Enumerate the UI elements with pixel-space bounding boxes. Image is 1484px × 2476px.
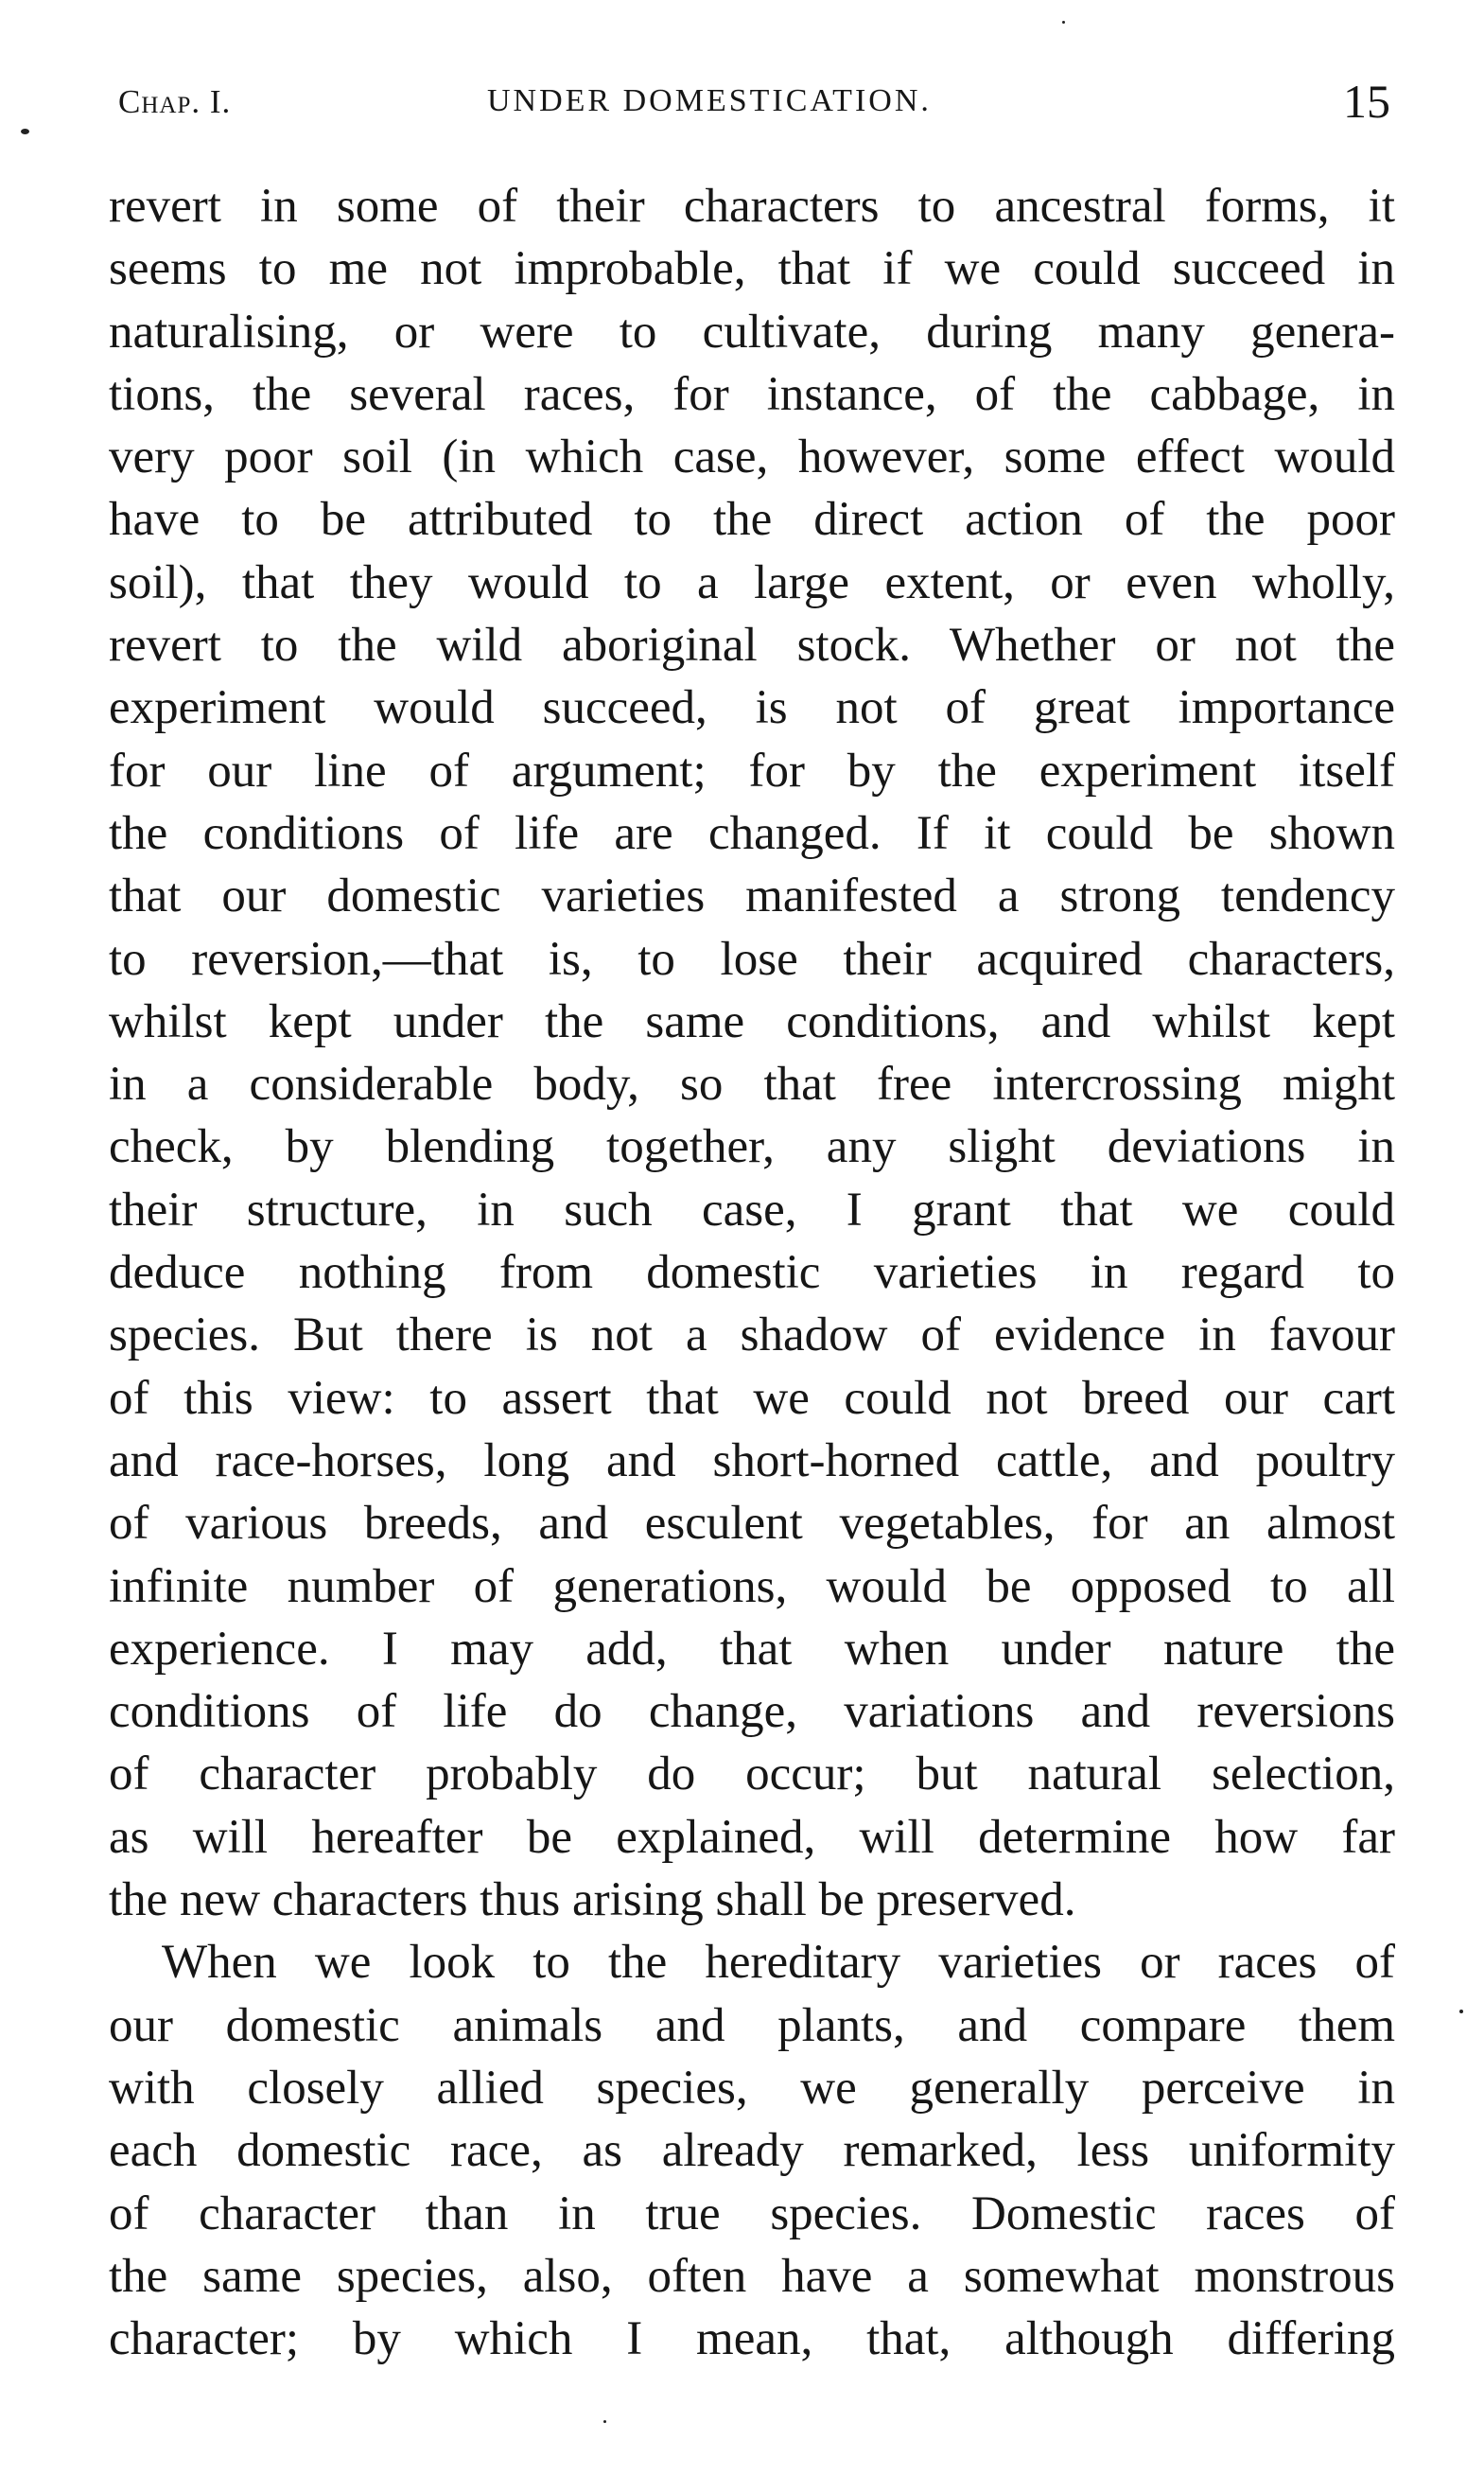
text-line: of character probably do occur; but natural selection,	[109, 1747, 1395, 1801]
text-line: deduce nothing from domestic varieties in regard to	[109, 1246, 1395, 1300]
text-line: very poor soil (in which case, however, some effect would	[109, 430, 1395, 484]
text-line: of various breeds, and esculent vegetables, for an almost	[109, 1497, 1395, 1551]
paragraph-first-line: When we look to the hereditary varieties or races of	[162, 1936, 1395, 1990]
text-line: check, by blending together, any slight deviations in	[109, 1120, 1395, 1174]
text-line: seems to me not improbable, that if we could succeed in	[109, 242, 1395, 296]
text-line: as will hereafter be explained, will determine how far	[109, 1810, 1395, 1864]
text-line: in a considerable body, so that free intercrossing might	[109, 1058, 1395, 1112]
text-line: that our domestic varieties manifested a strong tendency	[109, 869, 1395, 923]
text-line: the new characters thus arising shall be preserved.	[109, 1873, 1076, 1927]
text-line: revert to the wild aboriginal stock. Whether or not the	[109, 619, 1395, 673]
ink-speck	[21, 129, 29, 134]
chapter-label: Chap. I.	[118, 83, 232, 120]
text-line: whilst kept under the same conditions, and whilst kept	[109, 994, 1395, 1048]
text-line: have to be attributed to the direct action of the poor	[109, 493, 1395, 547]
text-line: and race-horses, long and short-horned cattle, and poultry	[109, 1433, 1395, 1487]
running-title: UNDER DOMESTICATION.	[487, 83, 932, 118]
text-line: tions, the several races, for instance, of the cabbage, in	[109, 367, 1395, 421]
text-line: species. But there is not a shadow of evidence in favour	[109, 1308, 1395, 1362]
text-line: experiment would succeed, is not of great importance	[109, 681, 1395, 735]
text-line: infinite number of generations, would be opposed to all	[109, 1559, 1395, 1613]
ink-speck	[1459, 2010, 1463, 2013]
text-line: to reversion,—that is, to lose their acquired characters,	[109, 932, 1395, 986]
text-line: naturalising, or were to cultivate, during many genera-	[109, 305, 1395, 359]
text-line: with closely allied species, we generally perceive in	[109, 2061, 1395, 2115]
text-line: conditions of life do change, variations and reversions	[109, 1685, 1395, 1739]
ink-speck	[603, 2420, 606, 2423]
body-text	[109, 175, 1395, 2370]
text-line: experience. I may add, that when under nature the	[109, 1622, 1395, 1676]
text-line: the conditions of life are changed. If it could be shown	[109, 806, 1395, 860]
text-line: character; by which I mean, that, although differing	[109, 2312, 1395, 2366]
text-line: soil), that they would to a large extent, or even wholly,	[109, 555, 1395, 609]
text-line: of character than in true species. Domestic races of	[109, 2186, 1395, 2240]
text-line: their structure, in such case, I grant that we could	[109, 1183, 1395, 1237]
text-line: revert in some of their characters to ancestral forms, it	[109, 180, 1395, 233]
text-line: of this view: to assert that we could not breed our cart	[109, 1371, 1395, 1425]
text-line: the same species, also, often have a somewhat monstrous	[109, 2249, 1395, 2303]
running-header	[118, 74, 1390, 140]
text-line: each domestic race, as already remarked, less uniformity	[109, 2124, 1395, 2178]
text-line: for our line of argument; for by the experiment itself	[109, 744, 1395, 798]
text-line: our domestic animals and plants, and compare them	[109, 1998, 1395, 2052]
ink-speck	[1062, 21, 1065, 24]
page-number: 15	[1343, 75, 1390, 128]
